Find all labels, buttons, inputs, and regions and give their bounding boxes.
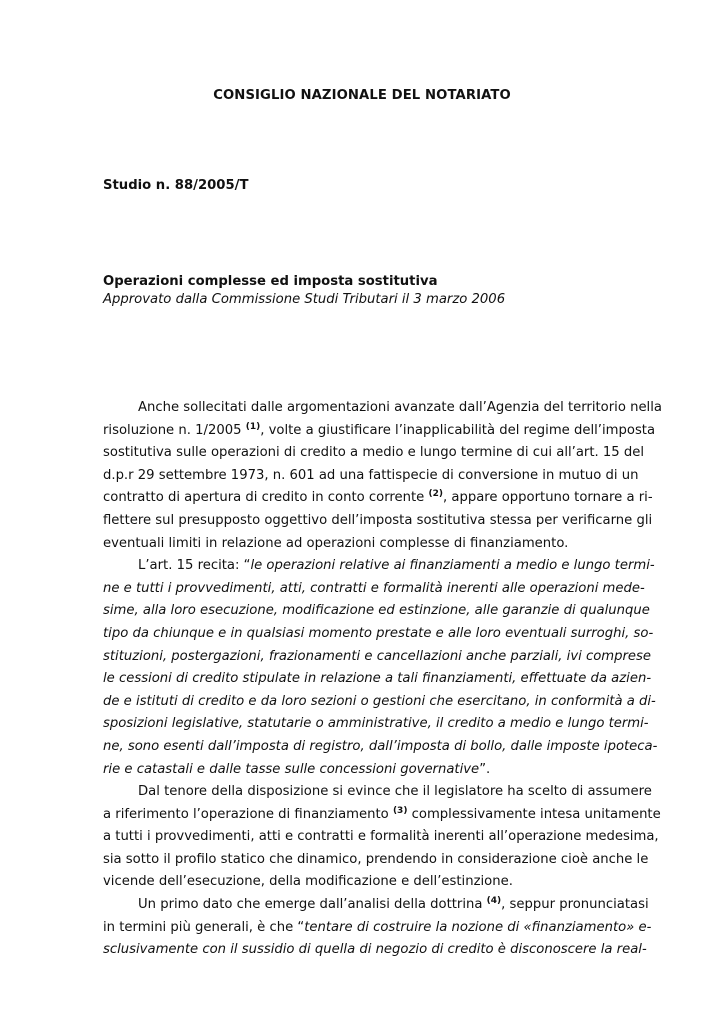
quote-segment: rie e catastali e dalle tasse sulle concessioni governative <box>103 761 480 777</box>
footnote-ref-4[interactable]: (4) <box>486 896 502 907</box>
approval-note: Approvato dalla Commissione Studi Tributari il 3 marzo 2006 <box>103 292 506 307</box>
paragraph-2-line-5: stituzioni, postergazioni, frazionamenti e cancellazioni anche parziali, ivi comprese <box>103 648 652 664</box>
paragraph-2-line-7: de e istituti di credito e da loro sezioni o gestioni che esercitano, in conformità a di- <box>103 693 656 709</box>
document-title: Operazioni complesse ed imposta sostitutiva <box>103 274 438 289</box>
paragraph-2-line-1 <box>103 555 655 578</box>
paragraph-2-line-2: ne e tutti i provvedimenti, atti, contratti e formalità inerenti alle operazioni mede- <box>103 580 645 596</box>
quote-segment: le operazioni relative ai finanziamenti a medio e lungo termi- <box>250 558 655 574</box>
text-segment: , seppur pronunciatasi <box>501 897 649 913</box>
quote-segment: tentare di costruire la nozione di «finanziamento» e- <box>304 919 652 935</box>
paragraph-1-line-3: sostitutiva sulle operazioni di credito a medio e lungo termine di cui all’art. 15 del <box>103 445 645 461</box>
paragraph-1-line-4: d.p.r 29 settembre 1973, n. 601 ad una fattispecie di conversione in mutuo di un <box>103 467 639 483</box>
text-segment: , volte a giustificare l’inapplicabilità del regime dell’imposta <box>260 422 656 438</box>
paragraph-3-line-1: Dal tenore della disposizione si evince che il legislatore ha scelto di assumere <box>138 784 652 800</box>
organization-title: CONSIGLIO NAZIONALE DEL NOTARIATO <box>213 88 511 103</box>
footnote-ref-3[interactable]: (3) <box>392 805 408 816</box>
paragraph-3-line-5: vicende dell’esecuzione, della modificazione e dell’estinzione. <box>103 874 513 890</box>
text-segment: risoluzione n. 1/2005 <box>103 422 246 438</box>
paragraph-2-line-9: ne, sono esenti dall’imposta di registro, dall’imposta di bollo, dalle imposte ipoteca- <box>103 738 658 754</box>
paragraph-2-line-3: sime, alla loro esecuzione, modificazione ed estinzione, alle garanzie di qualunque <box>103 603 650 619</box>
text-segment: a riferimento l’operazione di finanziamento <box>103 806 393 822</box>
paragraph-1-line-7: eventuali limiti in relazione ad operazioni complesse di finanziamento. <box>103 535 569 551</box>
paragraph-1-line-6: flettere sul presupposto oggettivo dell’imposta sostitutiva stessa per verificarne gli <box>103 512 653 528</box>
footnote-ref-2[interactable]: (2) <box>428 489 443 500</box>
paragraph-3-line-4: sia sotto il profilo statico che dinamico, prendendo in considerazione cioè anche le <box>103 851 649 867</box>
text-segment: in termini più generali, è che “ <box>103 919 305 935</box>
paragraph-1-line-5 <box>103 487 653 510</box>
text-segment: complessivamente intesa unitamente <box>407 806 661 822</box>
text-segment: L’art. 15 recita: “ <box>138 558 251 574</box>
paragraph-4-line-1 <box>103 894 649 917</box>
text-segment: , appare opportuno tornare a ri- <box>443 490 653 506</box>
paragraph-2-line-10 <box>103 759 622 782</box>
study-number: Studio n. 88/2005/T <box>103 178 249 193</box>
paragraph-4-line-3: sclusivamente con il sussidio di quella di negozio di credito è disconoscere la real- <box>103 942 647 958</box>
document-body <box>103 397 662 962</box>
paragraph-3-line-2 <box>103 804 661 827</box>
paragraph-3-line-3: a tutti i provvedimenti, atti e contratti e formalità inerenti all’operazione medesima, <box>103 829 659 845</box>
paragraph-2-line-4: tipo da chiunque e in qualsiasi momento prestate e alle loro eventuali surroghi, so- <box>103 625 654 641</box>
paragraph-4-line-2 <box>103 917 652 940</box>
footnote-ref-1[interactable]: (1) <box>245 421 261 432</box>
paragraph-1-line-1: Anche sollecitati dalle argomentazioni avanzate dall’Agenzia del territorio nella <box>138 400 662 415</box>
paragraph-2-line-6: le cessioni di credito stipulate in relazione a tali finanziamenti, effettuate da azien- <box>103 671 652 687</box>
paragraph-1-line-2 <box>103 420 656 443</box>
text-segment: contratto di apertura di credito in conto corrente <box>103 490 429 506</box>
text-segment: Un primo dato che emerge dall’analisi della dottrina <box>138 897 487 913</box>
paragraph-2-line-8: sposizioni legislative, statutarie o amministrative, il credito a medio e lungo termi- <box>103 716 649 732</box>
text-segment: ”. <box>479 761 491 777</box>
